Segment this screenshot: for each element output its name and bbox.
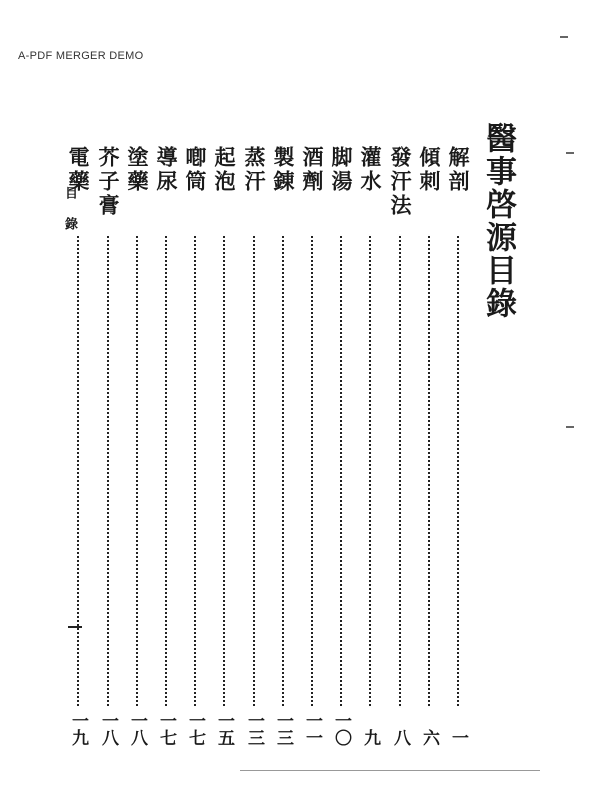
toc-entry-title: 芥子膏 — [96, 146, 121, 218]
leader-dots — [399, 236, 401, 706]
scan-mark — [560, 36, 568, 38]
leader-dots — [282, 236, 284, 706]
toc-entry-page: 八 — [390, 729, 410, 746]
toc-entry-title: 酒劑 — [300, 146, 325, 194]
scan-mark — [566, 426, 574, 428]
toc-entry-page: 一七 — [185, 712, 205, 746]
toc-entry-title: 製錬 — [271, 146, 296, 194]
toc-entry-title: 解剖 — [446, 146, 471, 194]
toc-entry-page: 六 — [419, 729, 439, 746]
running-head: 目錄 — [62, 186, 77, 248]
leader-dots — [457, 236, 459, 706]
toc-entry-page: 一三 — [244, 712, 264, 746]
toc-entry-page: 九 — [360, 729, 380, 746]
toc-entry-title: 灌水 — [358, 146, 383, 194]
leader-dots — [253, 236, 255, 706]
toc-entry-title: 喞筒 — [183, 146, 208, 194]
leader-dots — [107, 236, 109, 706]
leader-dots — [369, 236, 371, 706]
toc-entry — [242, 146, 266, 746]
toc-entry-page: 一三 — [273, 712, 293, 746]
toc-entry-page: 一一 — [302, 712, 322, 746]
toc-entry — [300, 146, 324, 746]
scan-mark — [566, 152, 574, 154]
toc-entry-title: 傾刺 — [417, 146, 442, 194]
toc-entry — [154, 146, 178, 746]
toc-entry-page: 一八 — [127, 712, 147, 746]
leader-dots — [77, 236, 79, 706]
toc-entry — [329, 146, 353, 746]
toc-entry — [183, 146, 207, 746]
toc-entry — [358, 146, 382, 746]
toc-entry-title: 導尿 — [154, 146, 179, 194]
watermark-text: A-PDF MERGER DEMO — [18, 50, 144, 62]
toc-entry — [417, 146, 441, 746]
toc-entry — [446, 146, 470, 746]
leader-dots — [428, 236, 430, 706]
leader-dots — [136, 236, 138, 706]
toc-entry-page: 一 — [448, 729, 468, 746]
toc-entry-page: 一五 — [214, 712, 234, 746]
folio-number — [68, 626, 82, 628]
toc-entry — [388, 146, 412, 746]
leader-dots — [340, 236, 342, 706]
toc-entry-title: 電藥 — [66, 146, 91, 194]
bottom-rule — [240, 770, 540, 771]
leader-dots — [165, 236, 167, 706]
leader-dots — [194, 236, 196, 706]
page-title: 醫事啓源目錄 — [480, 122, 516, 320]
leader-dots — [223, 236, 225, 706]
toc-entry-page: 一九 — [68, 712, 88, 746]
toc-entry — [125, 146, 149, 746]
toc-entry — [212, 146, 236, 746]
toc-entry — [271, 146, 295, 746]
toc-entry-title: 蒸汗 — [242, 146, 267, 194]
toc-entry-title: 塗藥 — [125, 146, 150, 194]
leader-dots — [311, 236, 313, 706]
toc-entry-title: 發汗法 — [388, 146, 413, 218]
toc-entry-title: 脚湯 — [329, 146, 354, 194]
toc-entry-page: 一七 — [156, 712, 176, 746]
toc-entry — [96, 146, 120, 746]
toc-entry-page: 一八 — [98, 712, 118, 746]
toc-entry-page: 一〇 — [331, 712, 351, 746]
toc-entry-title: 起泡 — [212, 146, 237, 194]
